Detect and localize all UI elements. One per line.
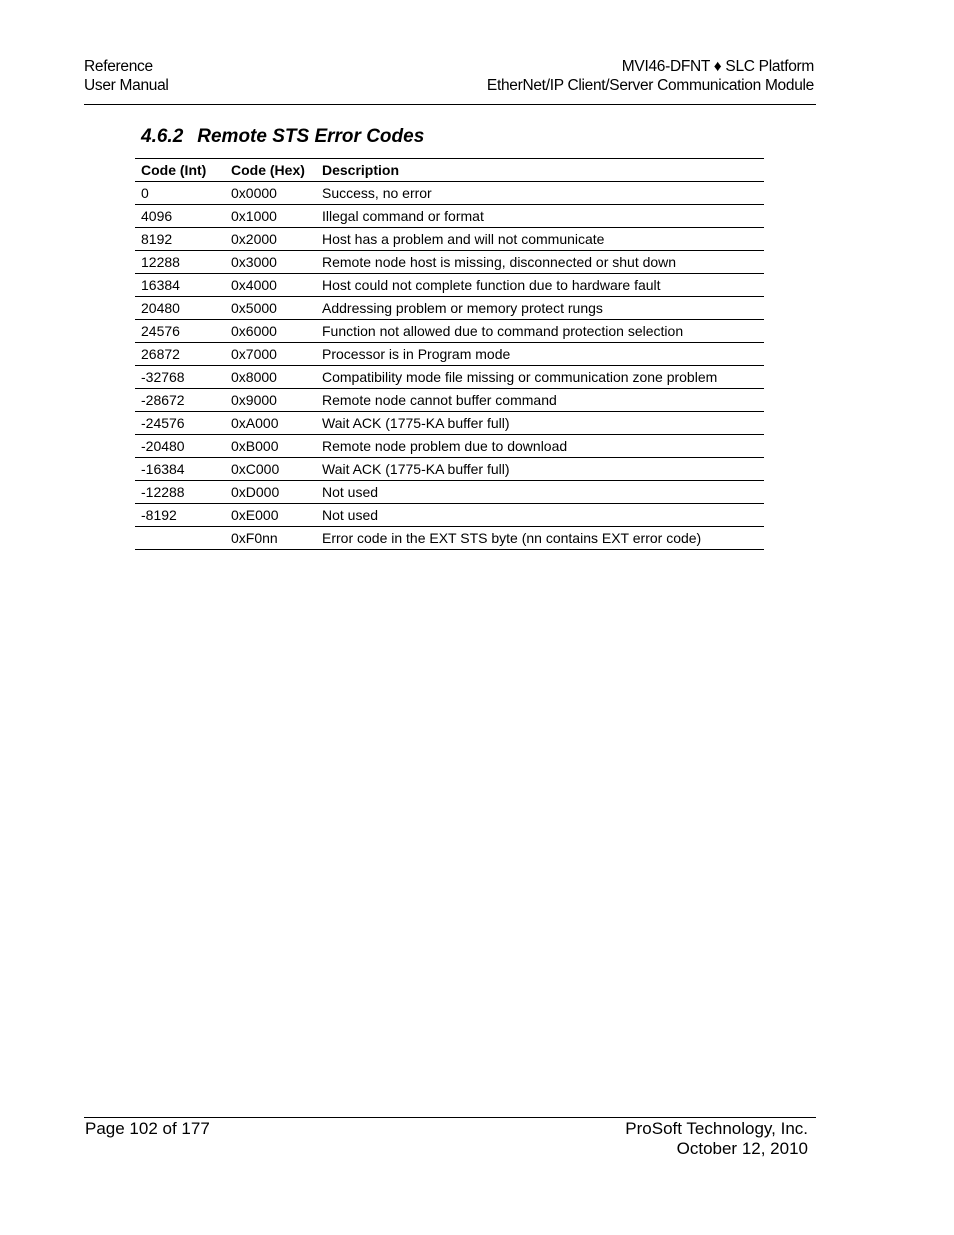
error-codes-table [135,158,764,550]
cell-description: Wait ACK (1775-KA buffer full) [316,412,764,435]
column-header-code-int: Code (Int) [135,159,225,182]
cell-description: Wait ACK (1775-KA buffer full) [316,458,764,481]
cell-description: Remote node cannot buffer command [316,389,764,412]
section-heading [141,125,424,149]
cell-code-int: -16384 [135,458,225,481]
cell-code-hex: 0x7000 [225,343,316,366]
table-row [135,412,764,435]
cell-description: Host has a problem and will not communicate [316,228,764,251]
header-product-name: MVI46-DFNT ♦ SLC Platform [621,58,814,75]
table-row [135,435,764,458]
footer-page-number: Page 102 of 177 [85,1119,210,1138]
header-divider [84,104,816,105]
footer-right [625,1119,808,1159]
cell-description: Not used [316,481,764,504]
cell-description: Function not allowed due to command protection selection [316,320,764,343]
cell-code-hex: 0xC000 [225,458,316,481]
cell-description: Processor is in Program mode [316,343,764,366]
table-row [135,320,764,343]
table-row [135,343,764,366]
table-row [135,504,764,527]
column-header-code-hex: Code (Hex) [225,159,316,182]
cell-code-int: 24576 [135,320,225,343]
table-row [135,182,764,205]
cell-code-int: 0 [135,182,225,205]
cell-code-int: -28672 [135,389,225,412]
table-row [135,251,764,274]
cell-code-hex: 0x6000 [225,320,316,343]
table-body [135,182,764,550]
table-row [135,205,764,228]
cell-code-int: 16384 [135,274,225,297]
cell-code-int: -20480 [135,435,225,458]
header-product-description: EtherNet/IP Client/Server Communication Module [486,77,814,94]
table-row [135,458,764,481]
cell-code-int: 26872 [135,343,225,366]
cell-description: Remote node host is missing, disconnected or shut down [316,251,764,274]
section-number: 4.6.2 [141,126,184,147]
cell-description: Not used [316,504,764,527]
cell-code-int: -12288 [135,481,225,504]
cell-description: Compatibility mode file missing or communication zone problem [316,366,764,389]
cell-code-hex: 0x0000 [225,182,316,205]
cell-code-int: 8192 [135,228,225,251]
cell-description: Addressing problem or memory protect rungs [316,297,764,320]
cell-code-int: 20480 [135,297,225,320]
cell-code-hex: 0x4000 [225,274,316,297]
cell-code-hex: 0x3000 [225,251,316,274]
table-row [135,527,764,550]
cell-code-hex: 0xE000 [225,504,316,527]
footer-divider [84,1117,816,1118]
header-document-type: User Manual [84,77,169,94]
cell-code-hex: 0xD000 [225,481,316,504]
cell-code-int: 4096 [135,205,225,228]
table-row [135,389,764,412]
section-title: Remote STS Error Codes [197,126,425,147]
cell-code-hex: 0x5000 [225,297,316,320]
header-right [487,57,814,95]
cell-code-int [135,527,225,550]
cell-description: Remote node problem due to download [316,435,764,458]
cell-code-int: 12288 [135,251,225,274]
footer-company: ProSoft Technology, Inc. [625,1119,808,1138]
header-left [84,57,169,95]
cell-description: Success, no error [316,182,764,205]
table-row [135,366,764,389]
cell-code-hex: 0x8000 [225,366,316,389]
cell-description: Host could not complete function due to hardware fault [316,274,764,297]
cell-code-hex: 0x2000 [225,228,316,251]
cell-code-hex: 0xA000 [225,412,316,435]
cell-code-hex: 0xB000 [225,435,316,458]
cell-description: Illegal command or format [316,205,764,228]
cell-code-int: -32768 [135,366,225,389]
cell-code-hex: 0xF0nn [225,527,316,550]
cell-code-hex: 0x9000 [225,389,316,412]
cell-code-int: -24576 [135,412,225,435]
cell-description: Error code in the EXT STS byte (nn contains EXT error code) [316,527,764,550]
cell-code-int: -8192 [135,504,225,527]
header-section-label: Reference [84,58,153,75]
table-header-row [135,159,764,182]
column-header-description: Description [316,159,764,182]
table-row [135,274,764,297]
cell-code-hex: 0x1000 [225,205,316,228]
table-row [135,297,764,320]
table-row [135,228,764,251]
footer-date: October 12, 2010 [676,1139,808,1158]
table-row [135,481,764,504]
